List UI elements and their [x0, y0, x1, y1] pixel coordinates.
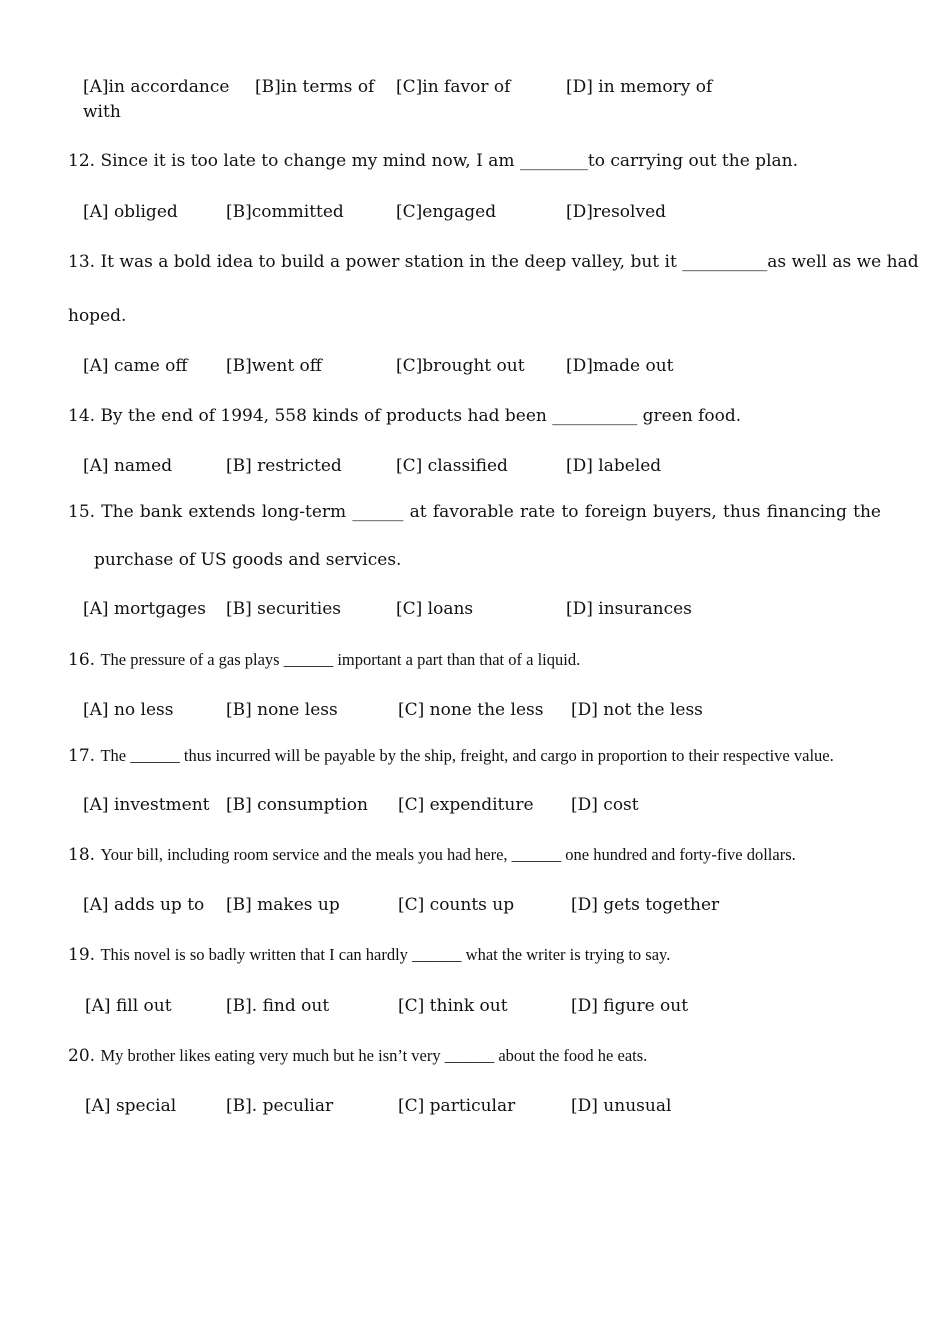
q12-option-b: [B]committed — [226, 202, 344, 222]
q15-stem: 15. The bank extends long-term ______ at favorable rate to foreign buyers, thus financing the — [68, 502, 881, 522]
q17-option-b: [B] consumption — [226, 795, 368, 815]
q19-option-c: [C] think out — [398, 996, 508, 1016]
q14-option-b: [B] restricted — [226, 456, 342, 476]
q16-option-a: [A] no less — [83, 700, 174, 720]
q16-option-c: [C] none the less — [398, 700, 544, 720]
q15-option-a: [A] mortgages — [83, 599, 206, 619]
q20-option-c: [C] particular — [398, 1096, 516, 1116]
q14-option-a: [A] named — [83, 456, 173, 476]
q16-stem — [68, 650, 580, 670]
q12-option-c: [C]engaged — [396, 202, 497, 222]
q15-option-b: [B] securities — [226, 599, 342, 619]
q18-stem — [68, 845, 796, 865]
q15-option-d: [D] insurances — [566, 599, 692, 619]
q11-option-a: [A]in accordance — [83, 77, 230, 97]
q19-text: This novel is so badly written that I can hardly ______ what the writer is trying to say. — [100, 945, 671, 964]
q12-stem: 12. Since it is too late to change my mind now, I am ________to carrying out the plan. — [68, 151, 798, 171]
q18-number: 18. — [68, 845, 96, 865]
q11-option-a-cont: with — [83, 102, 121, 122]
q17-option-c: [C] expenditure — [398, 795, 534, 815]
q20-option-a: [A] special — [85, 1096, 177, 1116]
q13-option-d: [D]made out — [566, 356, 674, 376]
q19-option-a: [A] fill out — [85, 996, 172, 1016]
q16-option-d: [D] not the less — [571, 700, 703, 720]
q16-option-b: [B] none less — [226, 700, 338, 720]
q15-stem-cont: purchase of US goods and services. — [94, 550, 402, 570]
q18-option-a: [A] adds up to — [83, 895, 205, 915]
q13-stem-cont: hoped. — [68, 306, 127, 326]
q20-stem — [68, 1046, 647, 1066]
q20-text: My brother likes eating very much but he isn’t very ______ about the food he eats. — [100, 1046, 648, 1065]
q13-option-c: [C]brought out — [396, 356, 525, 376]
q17-option-d: [D] cost — [571, 795, 639, 815]
q13-option-a: [A] came off — [83, 356, 188, 376]
q17-number: 17. — [68, 746, 96, 766]
q18-text: Your bill, including room service and the meals you had here, ______ one hundred and forty-five dollars. — [100, 845, 796, 864]
q13-stem: 13. It was a bold idea to build a power station in the deep valley, but it __________as well as we had — [68, 252, 919, 272]
q20-option-b: [B]. peculiar — [226, 1096, 334, 1116]
q19-stem — [68, 945, 670, 965]
q19-option-b: [B]. find out — [226, 996, 330, 1016]
q20-number: 20. — [68, 1046, 96, 1066]
q19-number: 19. — [68, 945, 96, 965]
q17-text: The ______ thus incurred will be payable by the ship, freight, and cargo in proportion to their respective value. — [100, 746, 834, 765]
q18-option-d: [D] gets together — [571, 895, 720, 915]
q14-option-d: [D] labeled — [566, 456, 662, 476]
q18-option-b: [B] makes up — [226, 895, 340, 915]
q16-text: The pressure of a gas plays ______ important a part than that of a liquid. — [100, 650, 581, 669]
q14-stem: 14. By the end of 1994, 558 kinds of products had been __________ green food. — [68, 406, 742, 426]
q12-option-a: [A] obliged — [83, 202, 178, 222]
q17-option-a: [A] investment — [83, 795, 210, 815]
q18-option-c: [C] counts up — [398, 895, 515, 915]
q15-option-c: [C] loans — [396, 599, 474, 619]
q13-option-b: [B]went off — [226, 356, 322, 376]
q14-option-c: [C] classified — [396, 456, 508, 476]
q17-stem — [68, 746, 834, 766]
q19-option-d: [D] figure out — [571, 996, 689, 1016]
q16-number: 16. — [68, 650, 96, 670]
q11-option-c: [C]in favor of — [396, 77, 511, 97]
q11-option-b: [B]in terms of — [255, 77, 375, 97]
q20-option-d: [D] unusual — [571, 1096, 672, 1116]
q11-option-d: [D] in memory of — [566, 77, 713, 97]
q12-option-d: [D]resolved — [566, 202, 667, 222]
